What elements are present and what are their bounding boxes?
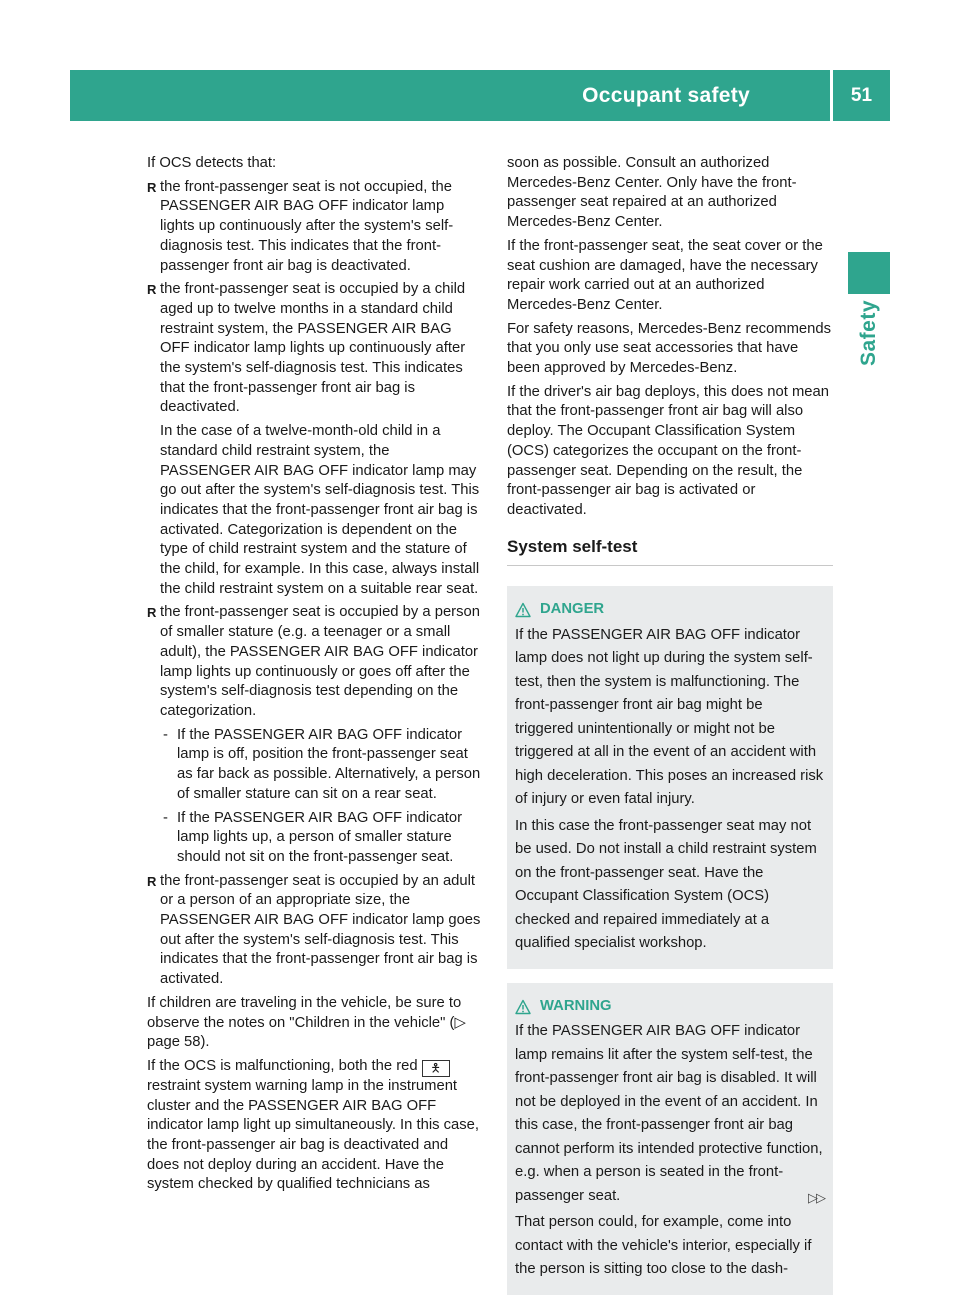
bullet-extra-text: In the case of a twelve-month-old child in a standard child restraint system, the PASSENGER AIR BAG OFF indicator lamp may go out after the system's self-diagnosis test. This indicates that the front-passenger front air bag is activated. Categorization is dependent on the type of child restraint system and the stature of the child, for example. In this case, always install the child restraint system on a suitable rear seat. [160, 423, 480, 597]
list-item [147, 872, 481, 990]
malfunction-paragraph [147, 1057, 481, 1195]
warning-box [507, 983, 833, 1295]
paragraph: If the front-passenger seat, the seat cover or the seat cushion are damaged, have the necessary repair work carried out at an authorized Mercedes-Benz Center. [507, 237, 823, 313]
list-item [147, 280, 481, 599]
malfunction-text-end: restraint system warning lamp in the instrument cluster and the PASSENGER AIR BAG OFF indicator lamp light up simultaneously. In this case, the front-passenger air bag is deactivated and does not deploy during an accident. Have the system checked by qualified technicians as [147, 1077, 479, 1193]
sub-list-item: - If the PASSENGER AIR BAG OFF indicator lamp lights up, a person of smaller stature should not sit on the front-passenger seat. [160, 809, 481, 868]
danger-label: DANGER [540, 601, 605, 618]
danger-box [507, 586, 833, 969]
paragraph: soon as possible. Consult an authorized Mercedes-Benz Center. Only have the front-passenger seat repaired at an authorized Mercedes-Benz Center. [507, 155, 797, 231]
left-column [147, 154, 481, 1199]
bullet-text: R the front-passenger seat is not occupied, the PASSENGER AIR BAG OFF indicator lamp lights up continuously after the system's self-diagnosis test. This indicates that the front-passenger front air bag is deactivated. [160, 178, 454, 274]
page-header [70, 70, 890, 121]
sub-list-item: - If the PASSENGER AIR BAG OFF indicator lamp is off, position the front-passenger seat as far back as possible. Alternatively, a person of smaller stature can sit on a rear seat. [160, 726, 481, 805]
bullet-text: R the front-passenger seat is occupied by an adult or a person of an appropriate size, the PASSENGER AIR BAG OFF indicator lamp goes out after the system's self-diagnosis test. This indicates that the front-passenger front air bag is activated. [160, 872, 481, 988]
list-item [147, 603, 481, 867]
airbag-seat-warning-icon: 🯅 [422, 1060, 450, 1077]
warning-text: If the PASSENGER AIR BAG OFF indicator lamp remains lit after the system self-test, the front-passenger front air bag is disabled. It will not be deployed in the event of an accident. In this case, the front-passenger front air bag cannot perform its intended protective function, e.g. when a person is seated in the front-passenger seat. [515, 1023, 823, 1204]
paragraph: For safety reasons, Mercedes-Benz recommends that you only use seat accessories that have been approved by Mercedes-Benz. [507, 320, 832, 377]
warning-heading [515, 995, 825, 1019]
page-number: 51 [850, 85, 873, 106]
children-note: If children are traveling in the vehicle, be sure to observe the notes on "Children in the vehicle" (▷ page 58). [147, 994, 466, 1051]
malfunction-text-start: If the OCS is malfunctioning, both the red [147, 1057, 418, 1074]
warning-triangle-icon [515, 602, 531, 618]
side-tab [848, 300, 890, 410]
warning-text: That person could, for example, come into contact with the vehicle's interior, especially if the person is sitting too close to the dash- [515, 1214, 812, 1278]
bullet-text: R the front-passenger seat is occupied by a child aged up to twelve months in a standard child restraint system, the PASSENGER AIR BAG OFF indicator lamp lights up continuously after the system's self-diagnosis test. This indicates that the front-passenger front air bag is deactivated. [160, 281, 466, 416]
section-heading: System self-test [507, 537, 833, 567]
warning-triangle-icon [515, 999, 531, 1015]
paragraph: If the driver's air bag deploys, this does not mean that the front-passenger front air bag will also deploy. The Occupant Classification System (OCS) categorizes the occupant on the front-passenger seat. Depending on the result, the front-passenger air bag is activated or deactivated. [507, 383, 829, 518]
danger-heading [515, 598, 825, 622]
warning-label: WARNING [540, 997, 612, 1014]
chapter-title: Occupant safety [582, 84, 750, 107]
side-tab-label: Safety [857, 300, 880, 367]
danger-text: In this case the front-passenger seat may not be used. Do not install a child restraint system on the front-passenger seat. Have the Occupant Classification System (OCS) checked and repaired immediately at a qualified specialist workshop. [515, 817, 817, 952]
side-tab-marker [848, 252, 890, 294]
intro-text: If OCS detects that: [147, 155, 277, 171]
danger-text: If the PASSENGER AIR BAG OFF indicator lamp does not light up during the system self-test, then the system is malfunctioning. The front-passenger front air bag might be triggered unintentionally or might not be triggered at all in the event of an accident with high deceleration. This poses an increased risk of injury or even fatal injury. [515, 626, 824, 808]
continue-arrow-icon: ▷▷ [808, 1190, 824, 1205]
right-column [507, 154, 833, 1295]
bullet-text: R the front-passenger seat is occupied by a person of smaller stature (e.g. a teenager or a small adult), the PASSENGER AIR BAG OFF indicator lamp lights up continuously or goes off after the system's self-diagnosis test depending on the categorization. [160, 604, 480, 719]
list-item [147, 178, 481, 277]
